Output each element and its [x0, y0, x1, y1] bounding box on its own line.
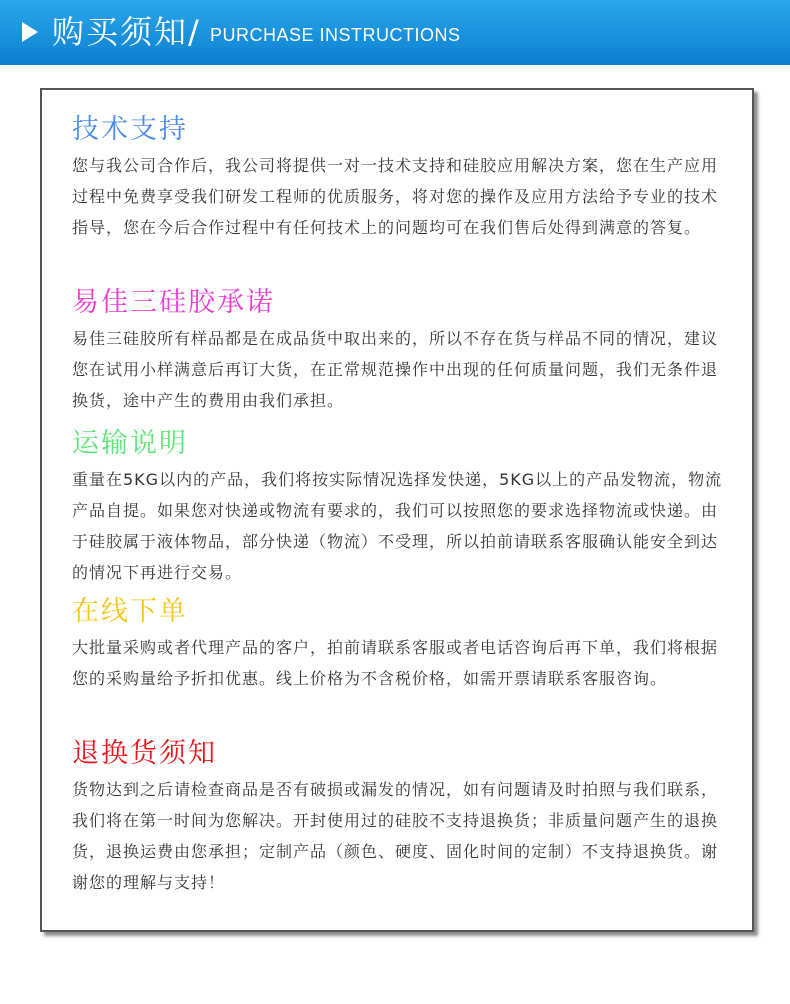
section-shipping	[72, 426, 732, 588]
section-promise	[72, 285, 732, 416]
header-title-en: PURCHASE INSTRUCTIONS	[210, 25, 461, 45]
instructions-panel	[40, 88, 754, 932]
section-heading: 易佳三硅胶承诺	[72, 287, 275, 318]
play-triangle-icon	[22, 22, 38, 42]
section-heading: 退换货须知	[72, 738, 217, 769]
section-body: 您与我公司合作后，我公司将提供一对一技术支持和硅胶应用解决方案，您在生产应用过程中免费享受我们研发工程师的优质服务，将对您的操作及应用方法给予专业的技术指导，您在今后合作过程中有任何技术上的问题均可在我们售后处得到满意的答复。	[72, 156, 719, 237]
section-tech-support	[72, 112, 732, 243]
section-heading: 技术支持	[72, 114, 188, 145]
header-slash: /	[188, 13, 199, 51]
section-body: 易佳三硅胶所有样品都是在成品货中取出来的，所以不存在货与样品不同的情况，建议您在试用小样满意后再订大货，在正常规范操作中出现的任何质量问题，我们无条件退换货，途中产生的费用由我们承担。	[72, 329, 719, 410]
section-returns	[72, 736, 732, 898]
header-banner	[0, 0, 790, 65]
header-title-cn: 购买须知	[52, 13, 189, 51]
section-online-order	[72, 594, 732, 694]
section-body: 货物达到之后请检查商品是否有破损或漏发的情况，如有问题请及时拍照与我们联系，我们将在第一时间为您解决。开封使用过的硅胶不支持退换货；非质量问题产生的退换货，退换运费由您承担；定制产品（颜色、硬度、固化时间的定制）不支持退换货。谢谢您的理解与支持！	[72, 780, 719, 892]
section-heading: 运输说明	[72, 428, 188, 459]
section-body: 重量在5KG以内的产品，我们将按实际情况选择发快递，5KG以上的产品发物流，物流产品自提。如果您对快递或物流有要求的，我们可以按照您的要求选择物流或快递。由于硅胶属于液体物品，部分快递（物流）不受理，所以拍前请联系客服确认能安全到达的情况下再进行交易。	[72, 470, 723, 582]
section-body: 大批量采购或者代理产品的客户，拍前请联系客服或者电话咨询后再下单，我们将根据您的采购量给予折扣优惠。线上价格为不含税价格，如需开票请联系客服咨询。	[72, 638, 719, 688]
section-heading: 在线下单	[72, 596, 188, 627]
